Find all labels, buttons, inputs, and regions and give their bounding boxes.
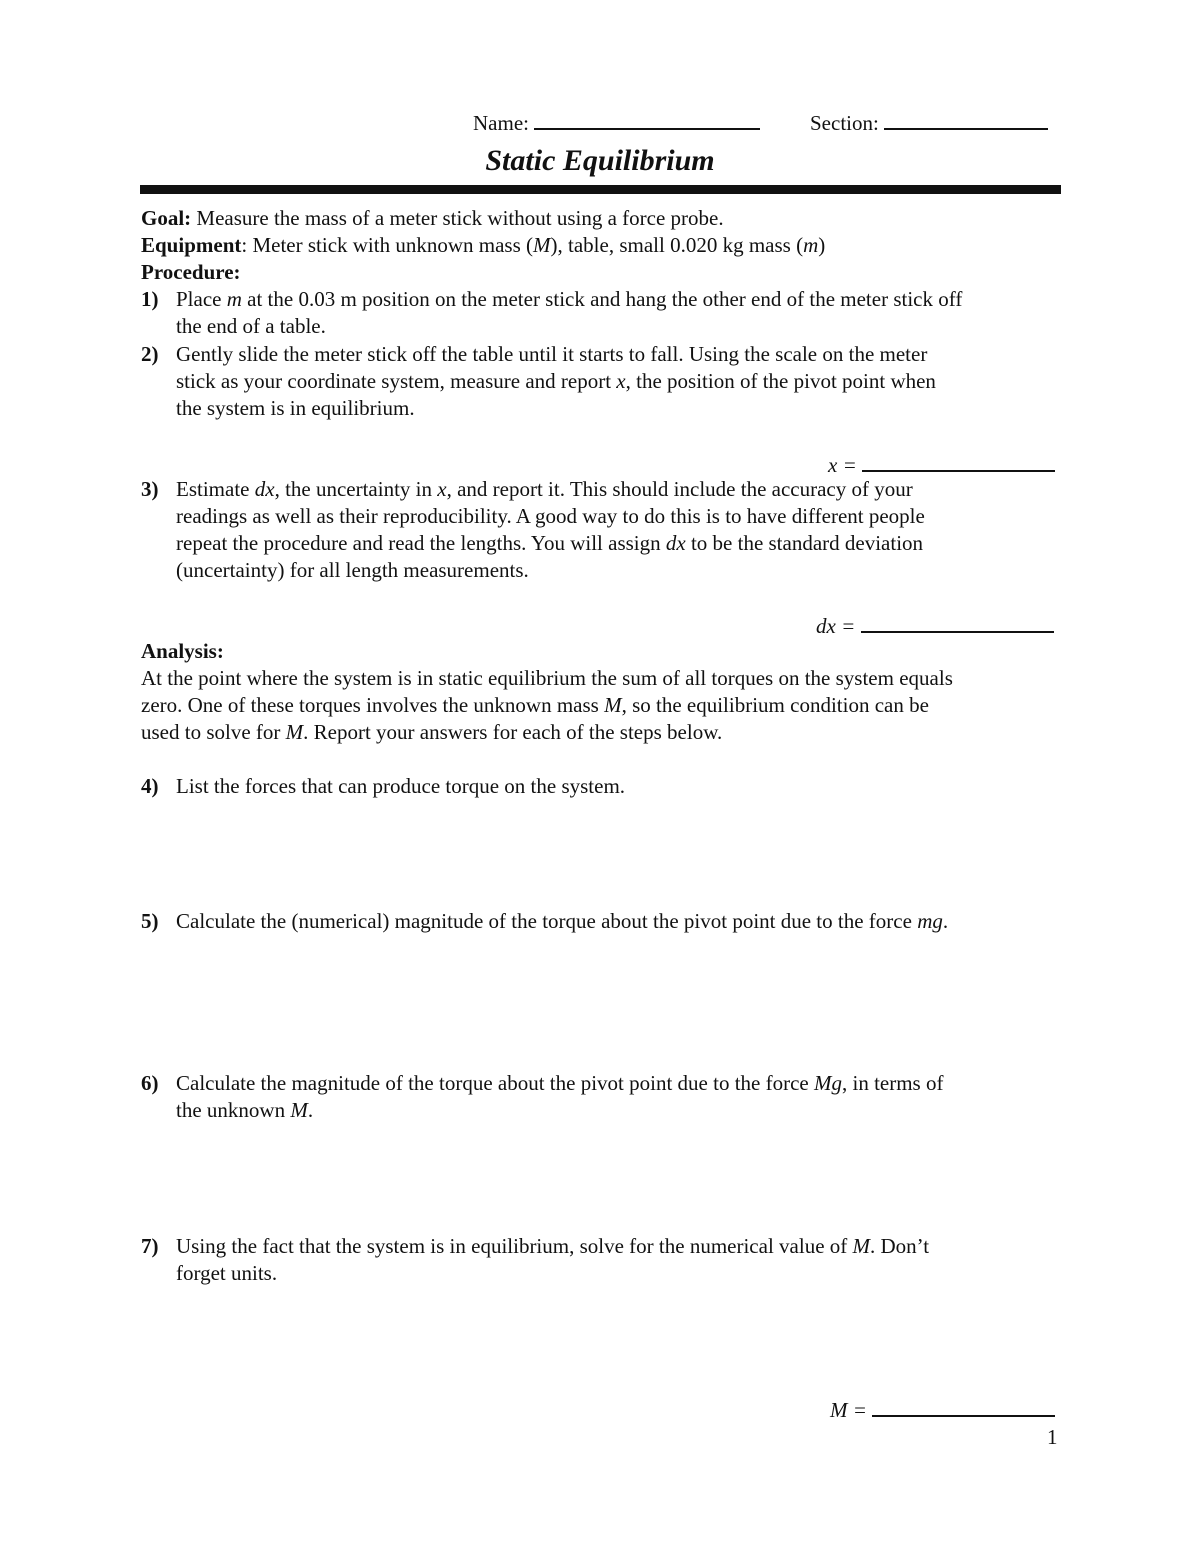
equipment-text: : Meter stick with unknown mass ( (241, 233, 534, 257)
item-text: Using the fact that the system is in equilibrium, solve for the numerical value of (176, 1234, 853, 1258)
analysis-text: , so the equilibrium condition can be (621, 693, 929, 717)
item-number: 7) (141, 1234, 159, 1258)
analysis-text: . Report your answers for each of the steps below. (303, 720, 723, 744)
item-text: readings as well as their reproducibility. A good way to do this is to have different people (176, 504, 925, 528)
analysis-label: Analysis: (141, 639, 224, 663)
item-text: the unknown (176, 1098, 291, 1122)
analysis-text: used to solve for (141, 720, 286, 744)
item-var: mg (917, 909, 943, 933)
item-text: . Don’t (870, 1234, 930, 1258)
item-text: Estimate (176, 477, 255, 501)
M-answer (830, 1395, 1055, 1424)
M-answer-label: M = (830, 1398, 867, 1422)
equipment-label: Equipment (141, 233, 242, 257)
item-var: x (437, 477, 447, 501)
x-answer-label: x = (828, 453, 857, 477)
item-var: Mg (813, 1071, 842, 1095)
item-number: 1) (141, 287, 159, 311)
equipment-line (141, 232, 825, 259)
item-text: stick as your coordinate system, measure and report (176, 369, 617, 393)
equipment-text: ), table, small 0.020 kg mass ( (550, 233, 804, 257)
dx-answer-label: dx = (816, 614, 856, 638)
goal-label: Goal: (141, 206, 192, 230)
item-text: . (942, 909, 949, 933)
name-blank[interactable] (534, 108, 760, 130)
item-var: x (616, 369, 626, 393)
x-answer (828, 450, 1055, 479)
item-var: m (226, 287, 242, 311)
item-text: the system is in equilibrium. (176, 396, 415, 420)
goal-line (141, 205, 724, 232)
analysis-section (141, 638, 953, 746)
section-blank[interactable] (884, 108, 1048, 130)
x-answer-blank[interactable] (862, 450, 1055, 472)
M-answer-blank[interactable] (872, 1395, 1055, 1417)
item-var: dx (665, 531, 686, 555)
item-text: Gently slide the meter stick off the table until it starts to fall. Using the scale on the meter (176, 342, 928, 366)
name-label: Name: (473, 111, 529, 135)
item-text: forget units. (176, 1261, 278, 1285)
item-text: Calculate the magnitude of the torque about the pivot point due to the force (176, 1071, 814, 1095)
dx-answer (816, 611, 1054, 640)
item-7 (0, 1233, 1200, 1287)
dx-answer-blank[interactable] (861, 611, 1054, 633)
equipment-var: m (803, 233, 819, 257)
item-text: (uncertainty) for all length measurements. (176, 558, 529, 582)
item-5 (0, 908, 1200, 935)
equipment-var: M (533, 233, 551, 257)
item-var: M (290, 1098, 308, 1122)
title-rule (140, 185, 1061, 194)
item-number: 2) (141, 342, 159, 366)
item-text: , the uncertainty in (274, 477, 438, 501)
item-number: 3) (141, 477, 159, 501)
item-text: , and report it. This should include the accuracy of your (446, 477, 913, 501)
item-text: List the forces that can produce torque on the system. (176, 774, 626, 798)
goal-text: Measure the mass of a meter stick without using a force probe. (191, 206, 724, 230)
item-var: dx (254, 477, 275, 501)
item-text: repeat the procedure and read the lengths. You will assign (176, 531, 666, 555)
item-text: . (307, 1098, 314, 1122)
equipment-text: ) (818, 233, 826, 257)
item-text: Place (176, 287, 227, 311)
page-title: Static Equilibrium (485, 144, 715, 177)
item-number: 5) (141, 909, 159, 933)
item-3 (0, 476, 1200, 584)
item-text: the end of a table. (176, 314, 326, 338)
item-6 (0, 1070, 1200, 1124)
section-label: Section: (810, 111, 879, 135)
item-text: , the position of the pivot point when (625, 369, 936, 393)
page-number: 1 (1047, 1425, 1058, 1449)
item-1 (0, 286, 1200, 340)
item-text: to be the standard deviation (685, 531, 924, 555)
procedure-heading: Procedure: (141, 260, 241, 284)
item-text: at the 0.03 m position on the meter stick and hang the other end of the meter stick off (241, 287, 963, 311)
item-2 (0, 341, 1200, 422)
item-text: , in terms of (841, 1071, 944, 1095)
item-number: 6) (141, 1071, 159, 1095)
analysis-text: At the point where the system is in static equilibrium the sum of all torques on the system equals (141, 666, 953, 690)
item-number: 4) (141, 774, 159, 798)
item-text: Calculate the (numerical) magnitude of the torque about the pivot point due to the force (176, 909, 918, 933)
analysis-var: M (604, 693, 622, 717)
section-field (810, 108, 1048, 137)
procedure-label (141, 259, 241, 286)
analysis-text: zero. One of these torques involves the unknown mass (141, 693, 605, 717)
name-field (473, 108, 760, 137)
item-4 (0, 773, 1200, 800)
analysis-var: M (285, 720, 304, 744)
item-var: M (852, 1234, 871, 1258)
